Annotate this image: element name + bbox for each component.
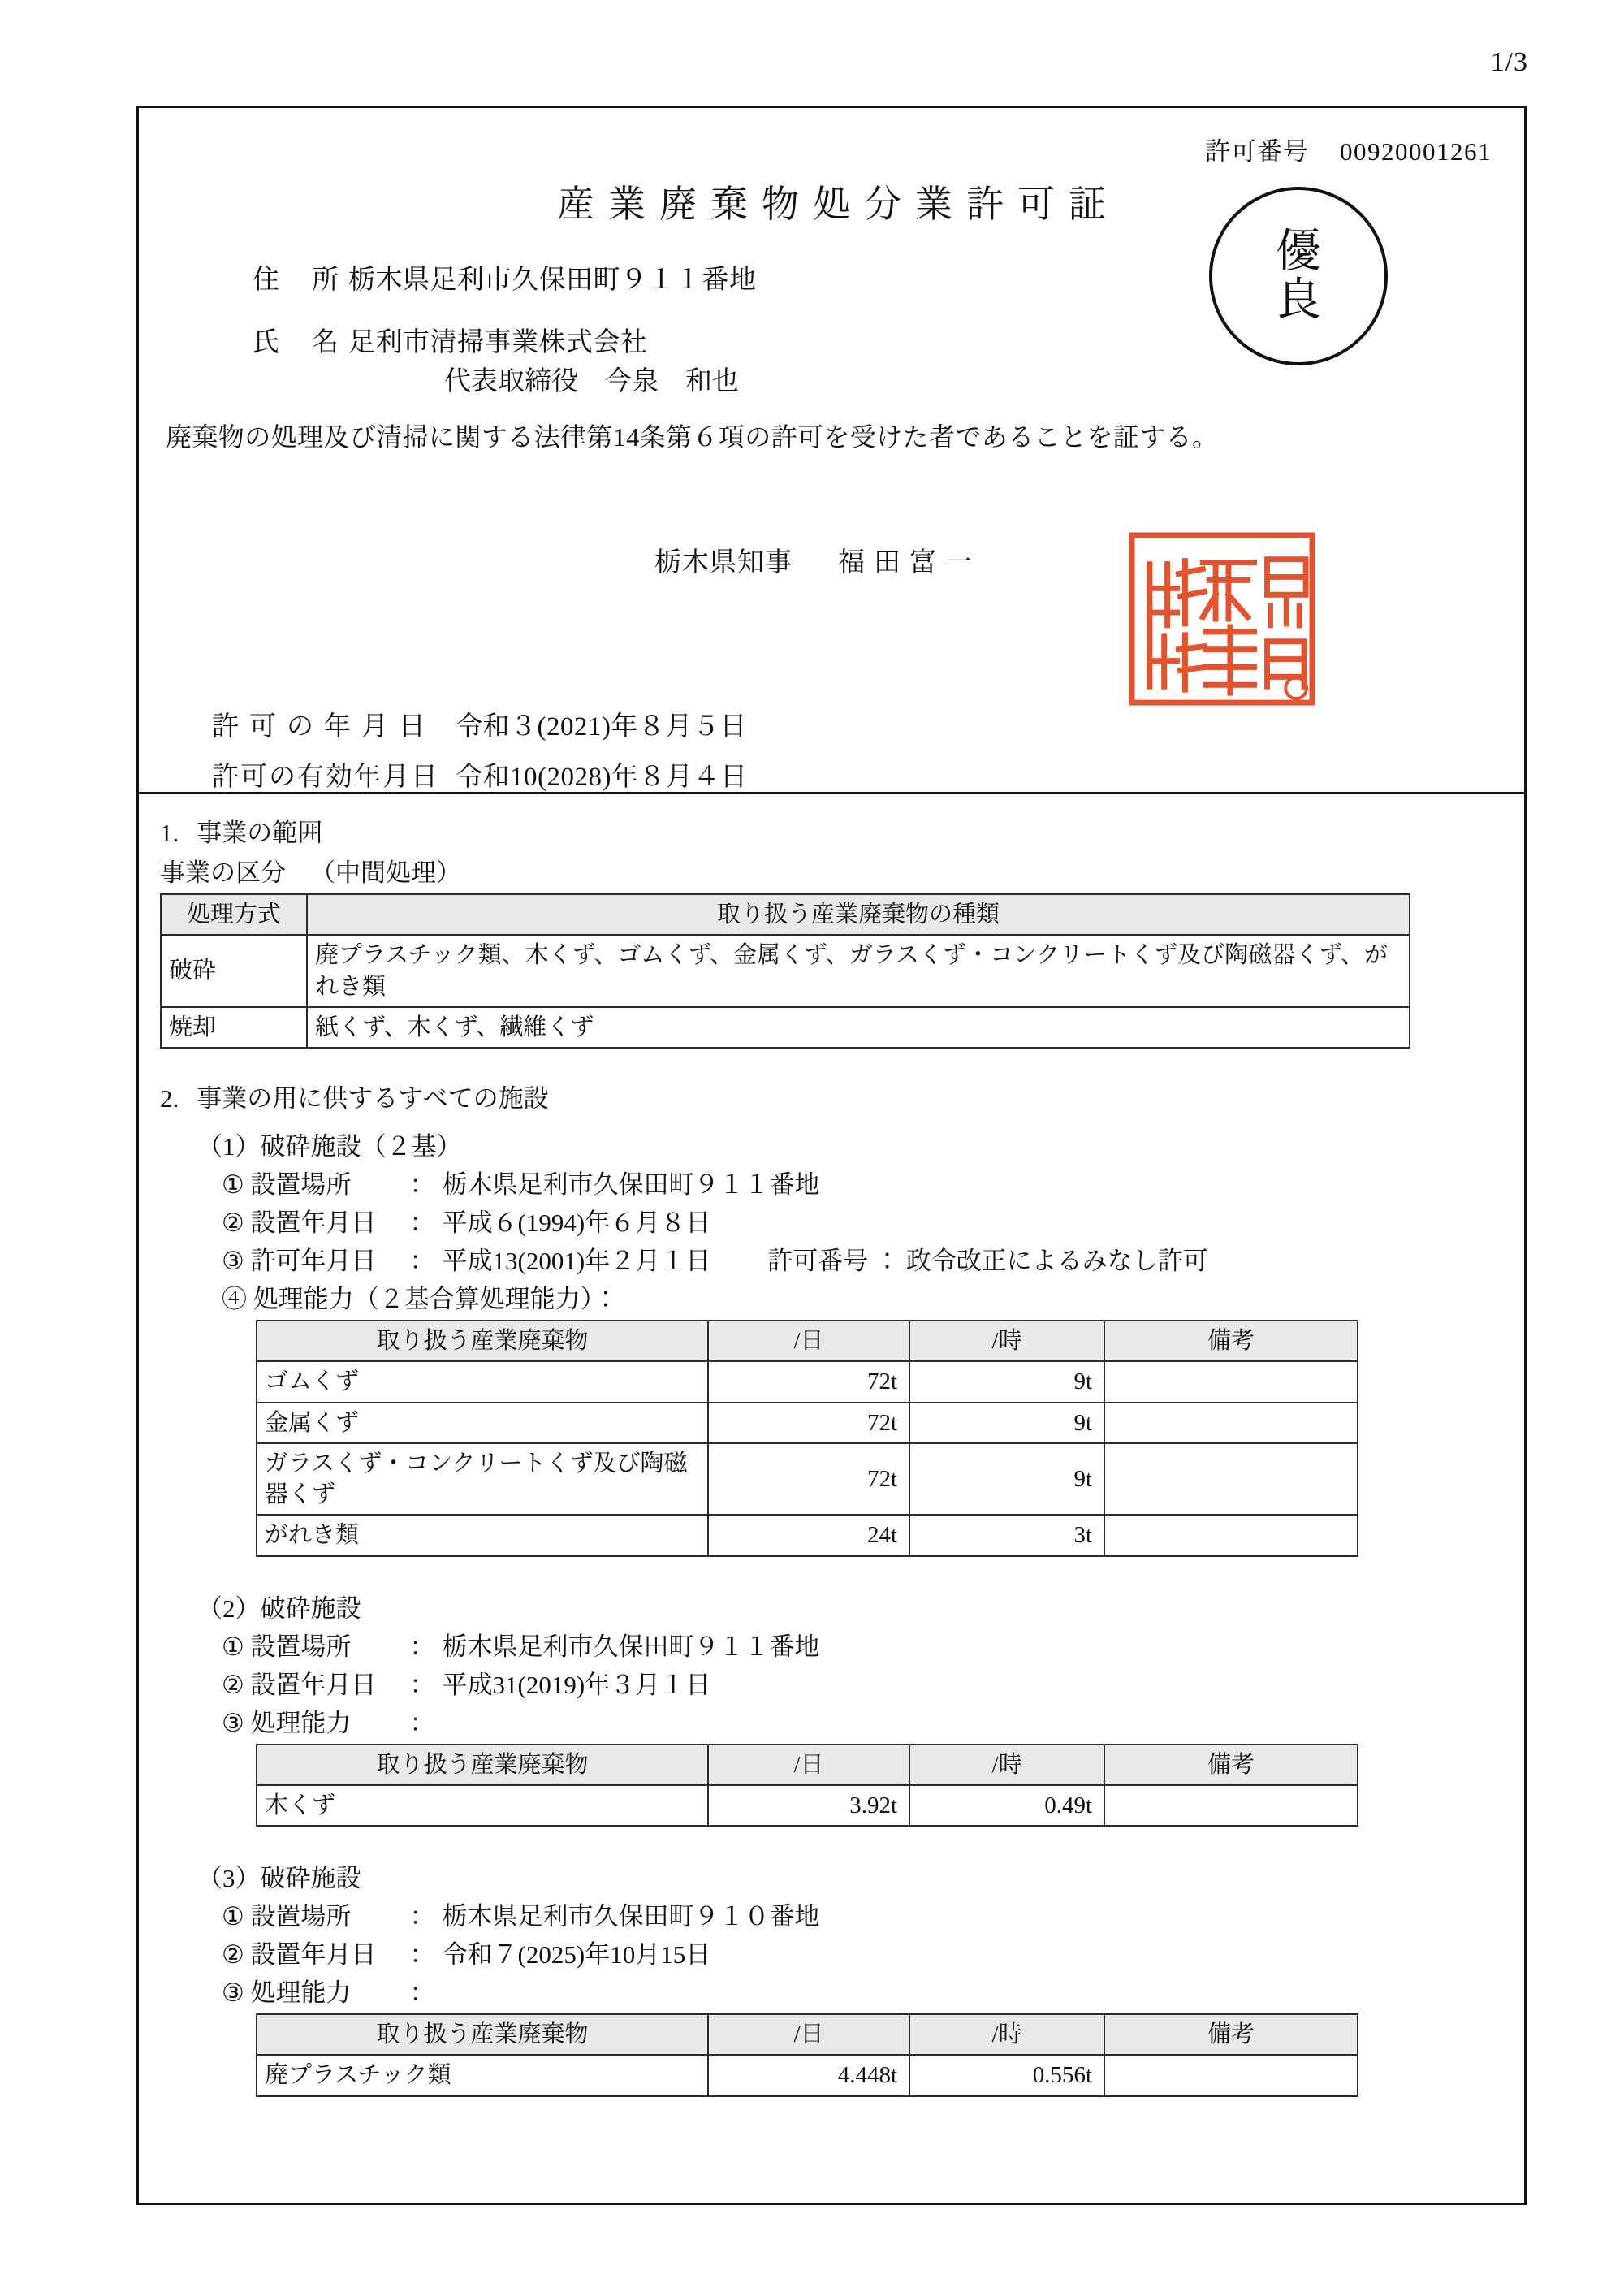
section1-title: 事業の範囲: [197, 819, 323, 847]
name-row: [253, 321, 739, 396]
issue-date-row: [212, 705, 747, 743]
table-row: [257, 1403, 1358, 1443]
item-label: 設置年月日: [250, 1940, 377, 1970]
item-marker: ②: [222, 1670, 244, 1699]
col-header-method: 処理方式: [161, 894, 307, 935]
facility-item: [160, 1202, 1503, 1239]
permit-number-label: 許可番号: [1205, 137, 1309, 166]
yuryo-excellence-mark: [1209, 187, 1388, 365]
cell-per-day: 72t: [708, 1361, 909, 1402]
governor-signature: [654, 541, 981, 579]
capacity-table: [256, 1744, 1358, 1827]
facility-item: [160, 1664, 1503, 1701]
col-header-per-hour: /時: [909, 1321, 1104, 1361]
cell-waste: 金属くず: [257, 1403, 708, 1443]
cell-per-day: 72t: [708, 1403, 909, 1443]
item-colon: ：: [409, 1209, 435, 1238]
cell-per-hour: 3t: [909, 1515, 1104, 1555]
issue-date-label: 許可の年月日: [212, 712, 436, 742]
facility-item: [160, 1896, 1503, 1932]
item-value: 平成13(2001)年２月１日: [442, 1247, 711, 1276]
cell-per-day: 24t: [708, 1515, 909, 1555]
yuryo-char-top: 優: [1276, 226, 1321, 277]
cell-waste: ガラスくず・コンクリートくず及び陶磁器くず: [257, 1443, 708, 1516]
table-row: [257, 1785, 1358, 1826]
item-label: 処理能力（２基合算処理能力）：: [253, 1285, 619, 1314]
col-header-per-hour: /時: [909, 1745, 1104, 1785]
cell-per-hour: 0.49t: [909, 1785, 1104, 1826]
legal-statement: 廃棄物の処理及び清掃に関する法律第14条第６項の許可を受けた者であることを証する。: [166, 422, 1219, 452]
item-colon: ：: [409, 1670, 435, 1699]
item-extra-label: 許可番号 ：: [767, 1247, 900, 1276]
certificate-header: [139, 108, 1524, 794]
table-header-row: [257, 1321, 1358, 1361]
item-marker: ②: [222, 1209, 244, 1238]
facility-title: （2）破砕施設: [197, 1593, 361, 1623]
facility-item: [160, 1972, 1503, 2008]
governor-name: 福田富一: [838, 548, 981, 577]
capacity-table-wrap: [160, 1744, 1503, 1827]
item-value: 栃木県足利市久保田町９１１番地: [442, 1632, 820, 1661]
col-header-waste: 取り扱う産業廃棄物: [257, 2014, 708, 2055]
item-marker: ③: [222, 1978, 244, 2008]
cell-per-hour: 9t: [909, 1443, 1104, 1516]
col-header-remark: 備考: [1104, 1745, 1358, 1785]
item-marker: ①: [222, 1632, 244, 1661]
item-marker: ③: [222, 1708, 244, 1737]
cell-waste: ゴムくず: [257, 1361, 708, 1402]
item-marker: ②: [222, 1940, 244, 1970]
col-header-per-hour: /時: [909, 2014, 1104, 2055]
facility-item: [160, 1240, 1503, 1277]
item-label: 設置場所: [250, 1170, 352, 1200]
cell-per-day: 4.448t: [708, 2055, 909, 2095]
address-row: [253, 258, 757, 296]
item-marker: ①: [222, 1902, 244, 1931]
expiry-date-label: 許可の有効年月日: [212, 763, 439, 792]
item-label: 設置年月日: [250, 1209, 377, 1238]
capacity-table-wrap: [160, 1320, 1503, 1557]
permit-number: [1205, 131, 1492, 167]
capacity-table: [256, 1320, 1358, 1557]
item-colon: ：: [409, 1247, 435, 1276]
section-facilities: [160, 1078, 1503, 2097]
name-label: 氏 名: [253, 328, 352, 357]
facility-item: [160, 1626, 1503, 1663]
certificate-frame: [136, 106, 1527, 2205]
business-category-row: [160, 852, 1503, 889]
item-label: 処理能力: [250, 1978, 352, 2008]
expiry-date-value: 令和10(2028)年８月４日: [456, 763, 748, 792]
cell-per-hour: 9t: [909, 1403, 1104, 1443]
item-label: 設置年月日: [250, 1670, 377, 1699]
cell-remark: [1104, 1361, 1358, 1402]
section1-number: 1.: [160, 819, 179, 847]
col-header-per-day: /日: [708, 1321, 909, 1361]
col-header-waste-types: 取り扱う産業廃棄物の種類: [307, 894, 1410, 935]
item-label: 設置場所: [250, 1902, 352, 1931]
section2-title: 事業の用に供するすべての施設: [197, 1084, 549, 1113]
cell-remark: [1104, 1785, 1358, 1826]
section1-heading: [160, 812, 1503, 849]
item-value: 平成６(1994)年６月８日: [442, 1209, 711, 1238]
cell-per-day: 3.92t: [708, 1785, 909, 1826]
page-title: 産業廃棄物処分業許可証: [557, 184, 1120, 225]
cell-remark: [1104, 1443, 1358, 1516]
item-value: 平成31(2019)年３月１日: [442, 1670, 711, 1699]
table-row: [257, 1443, 1358, 1516]
table-header-row: [257, 1745, 1358, 1785]
certificate-body: [139, 794, 1524, 2203]
table-row: [161, 1007, 1410, 1048]
facility-title: （1）破砕施設（２基）: [197, 1132, 462, 1161]
table-row: [161, 935, 1410, 1007]
item-colon: ：: [409, 1632, 435, 1661]
table-row: [257, 2055, 1358, 2095]
col-header-per-day: /日: [708, 2014, 909, 2055]
yuryo-char-bottom: 良: [1276, 275, 1321, 326]
facility-item: [160, 1278, 1503, 1315]
governor-title: 栃木県知事: [654, 548, 793, 577]
table-header-row: [161, 894, 1410, 935]
col-header-remark: 備考: [1104, 2014, 1358, 2055]
col-header-waste: 取り扱う産業廃棄物: [257, 1321, 708, 1361]
item-label: 許可年月日: [250, 1247, 377, 1276]
section2-heading: [160, 1078, 1503, 1114]
cell-per-hour: 9t: [909, 1361, 1104, 1402]
facility-block: [160, 1588, 1503, 1827]
col-header-remark: 備考: [1104, 1321, 1358, 1361]
table-row: [257, 1361, 1358, 1402]
item-colon: ：: [409, 1978, 435, 2008]
cell-waste-types: 紙くず、木くず、繊維くず: [307, 1007, 1410, 1048]
capacity-table: [256, 2013, 1358, 2097]
item-label: 設置場所: [250, 1632, 352, 1661]
representative-value: 代表取締役 今泉 和也: [444, 367, 739, 396]
section-scope-of-business: [160, 812, 1503, 1049]
cell-waste: がれき類: [257, 1515, 708, 1555]
cell-remark: [1104, 1403, 1358, 1443]
name-value: 足利市清掃事業株式会社: [348, 328, 648, 357]
address-label: 住 所: [253, 266, 352, 295]
item-marker: ③: [222, 1247, 244, 1276]
facility-title: （3）破砕施設: [197, 1864, 361, 1893]
facility-item: [160, 1164, 1503, 1200]
address-value: 栃木県足利市久保田町９１１番地: [348, 266, 757, 295]
facility-item: [160, 1934, 1503, 1970]
cell-remark: [1104, 2055, 1358, 2095]
item-value: 栃木県足利市久保田町９１１番地: [442, 1170, 820, 1200]
item-colon: ：: [409, 1902, 435, 1931]
facility-block: [160, 1857, 1503, 2097]
facility-item: [160, 1702, 1503, 1739]
item-value: 栃木県足利市久保田町９１０番地: [442, 1902, 820, 1931]
cell-per-day: 72t: [708, 1443, 909, 1516]
cell-remark: [1104, 1515, 1358, 1555]
item-colon: ：: [409, 1170, 435, 1200]
page-number: 1/3: [1490, 47, 1528, 77]
item-colon: ：: [409, 1708, 435, 1737]
official-seal-icon: [1125, 529, 1319, 709]
cell-method: 焼却: [161, 1007, 307, 1048]
issue-date-value: 令和３(2021)年８月５日: [456, 712, 747, 742]
item-marker: ①: [222, 1170, 244, 1200]
permit-number-value: 00920001261: [1340, 137, 1492, 166]
facility-block: [160, 1126, 1503, 1557]
cell-per-hour: 0.556t: [909, 2055, 1104, 2095]
item-label: 処理能力: [250, 1708, 352, 1737]
item-colon: ：: [409, 1940, 435, 1970]
item-extra-value: 政令改正によるみなし許可: [905, 1247, 1208, 1276]
col-header-waste: 取り扱う産業廃棄物: [257, 1745, 708, 1785]
cell-waste: 廃プラスチック類: [257, 2055, 708, 2095]
business-category-value: （中間処理）: [310, 858, 461, 887]
scope-table: [160, 893, 1410, 1049]
capacity-table-wrap: [160, 2013, 1503, 2097]
business-category-label: 事業の区分: [160, 858, 286, 887]
cell-waste-types: 廃プラスチック類、木くず、ゴムくず、金属くず、ガラスくず・コンクリートくず及び陶磁器くず、がれき類: [307, 935, 1410, 1007]
cell-waste: 木くず: [257, 1785, 708, 1826]
section2-number: 2.: [160, 1084, 179, 1113]
cell-method: 破砕: [161, 935, 307, 1007]
table-row: [257, 1515, 1358, 1555]
item-value: 令和７(2025)年10月15日: [442, 1940, 711, 1970]
col-header-per-day: /日: [708, 1745, 909, 1785]
table-header-row: [257, 2014, 1358, 2055]
item-marker: ④: [222, 1285, 247, 1314]
expiry-date-row: [212, 755, 747, 793]
